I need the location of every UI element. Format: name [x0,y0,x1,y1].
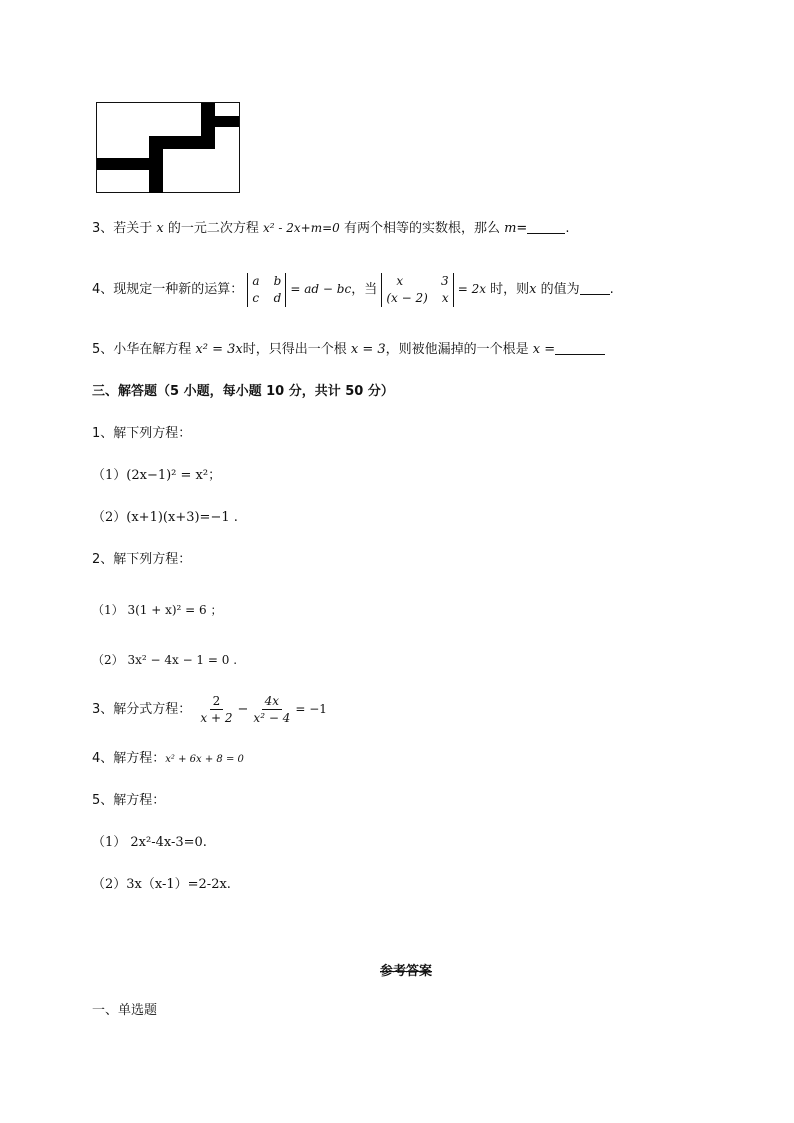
staircase-figure [96,102,240,193]
problem-4: 4、解方程：x² + 6x + 8 = 0 [92,751,244,766]
determinant-definition: a b c d [247,273,286,307]
section-1-heading: 一、单选题 [92,1003,158,1018]
answer-blank [580,282,610,295]
determinant-condition: x 3 (x − 2) x [381,273,453,307]
problem-2-part-1: （1） 3(1 + x)² = 6 ； [92,603,223,617]
problem-3: 3、解分式方程： $\frac{2}{x + 2}$ − $\frac{4x}{\text{x² − 4}}$ = −1 [92,694,327,725]
answer-heading: 参考答案 [380,964,433,979]
section-3-heading: 三、解答题（5 小题，每小题 10 分，共计 50 分） [92,384,394,399]
answer-blank [527,221,565,234]
problem-2-part-2: （2） 3x² − 4x − 1 = 0 . [92,653,238,667]
problem-5-part-1: （1） 2x²-4x-3=0. [92,835,207,850]
question-5: 5、小华在解方程 x² = 3x时，只得出一个根 x = 3，则被他漏掉的一个根是 x = [92,341,605,359]
answer-blank [555,342,605,355]
problem-2-title: 2、解下列方程： [92,552,192,567]
problem-1-part-2: （2）(x+1)(x+3)=−1 . [92,510,238,525]
problem-5-part-2: （2）3x（x-1）=2-2x. [92,877,231,892]
question-3: 3、若关于 x 的一元二次方程 x² - 2x+m=0 有两个相等的实数根，那么 m= . [92,221,570,236]
question-4: 4、现规定一种新的运算： a b c d = ad − bc，当 x 3 (x − 2) x = 2x 时，则x 的值为 . [92,273,614,305]
problem-5-title: 5、解方程： [92,793,166,808]
fraction-2: $\frac{4x}{\text{x² − 4}}$ [253,694,291,725]
fraction-1: $\frac{2}{x + 2}$ [200,694,233,725]
problem-1-title: 1、解下列方程： [92,426,192,441]
problem-1-part-1: （1）(2x−1)² = x²； [92,468,222,483]
